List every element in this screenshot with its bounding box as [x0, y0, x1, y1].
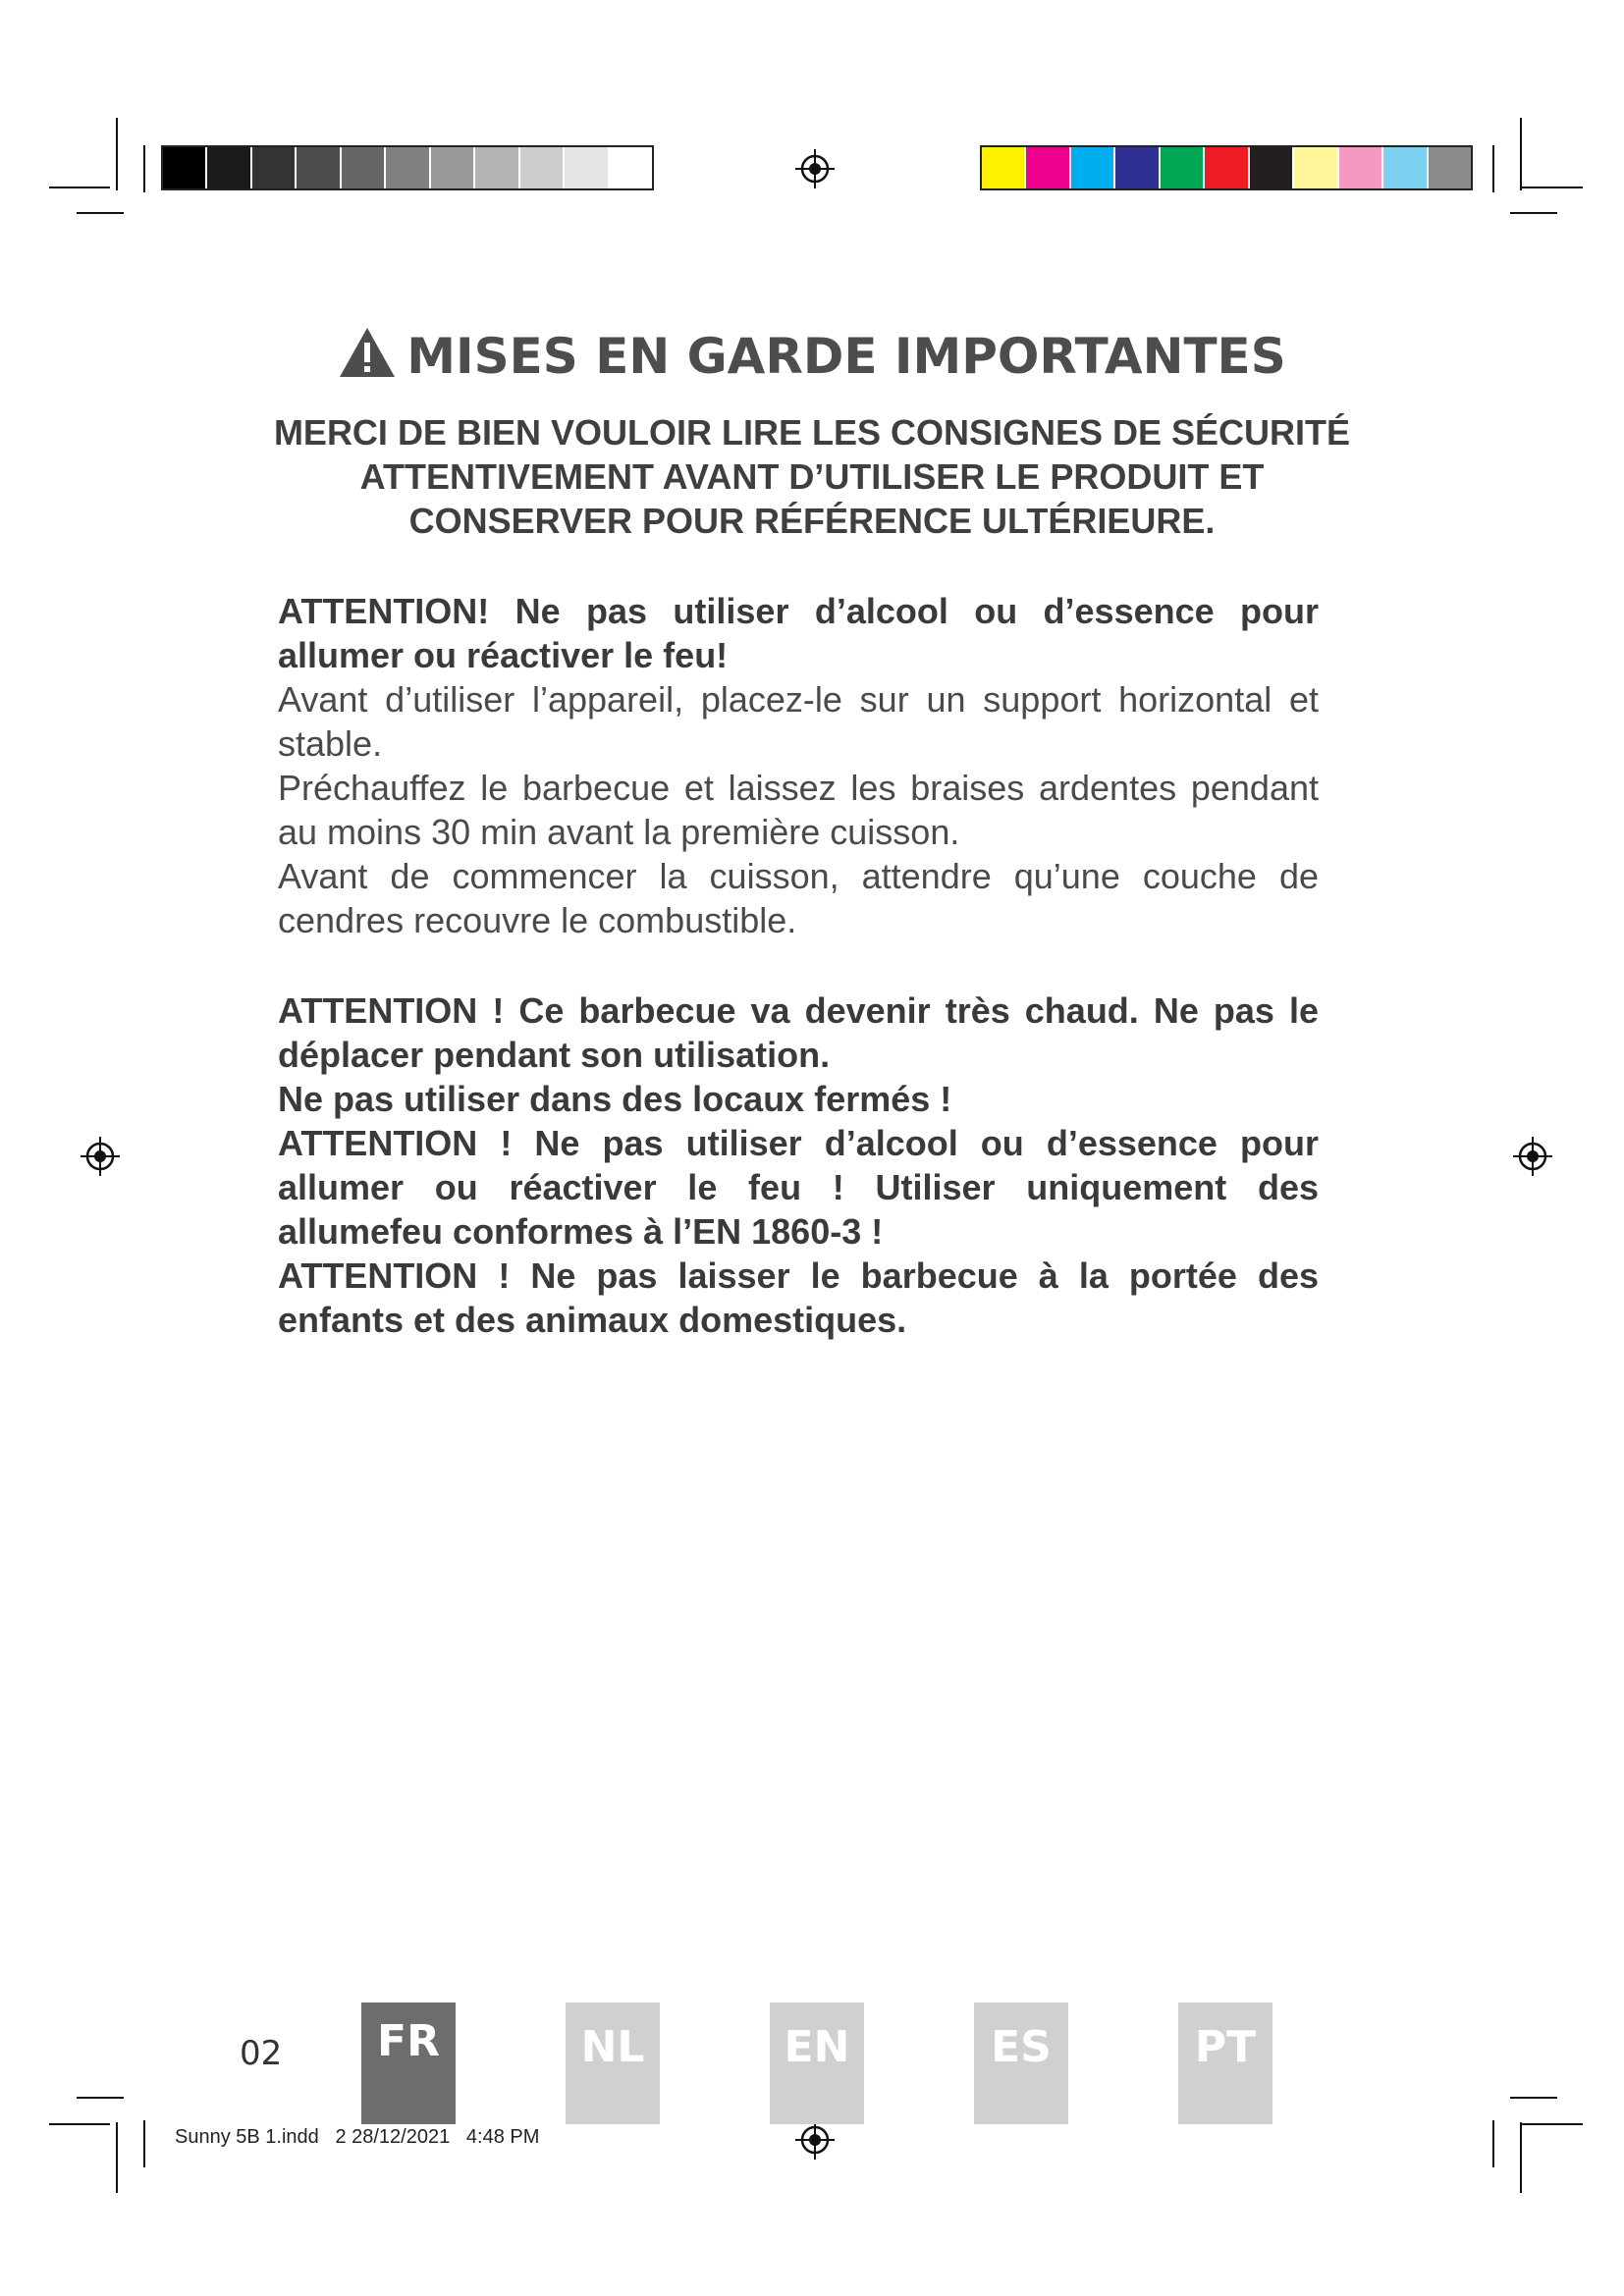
color-swatch	[1161, 147, 1205, 188]
subtitle-line: CONSERVER POUR RÉFÉRENCE ULTÉRIEURE.	[408, 501, 1216, 541]
warning-triangle-icon	[338, 326, 397, 379]
crop-mark	[1522, 187, 1583, 188]
color-swatch	[1026, 147, 1070, 188]
instruction-text: Avant d’utiliser l’appareil, placez-le sur un support horizontal et stable.	[278, 679, 1319, 764]
crop-mark	[143, 145, 145, 192]
crop-mark	[1520, 2122, 1522, 2193]
language-tab-en[interactable]: EN	[770, 2002, 864, 2124]
color-swatch	[342, 147, 386, 188]
color-swatch	[1294, 147, 1338, 188]
crop-mark	[1510, 2097, 1557, 2099]
crop-mark	[143, 2120, 145, 2167]
crop-mark	[1492, 145, 1494, 192]
registration-mark-icon	[795, 2120, 835, 2160]
color-swatch	[475, 147, 519, 188]
crop-mark	[1492, 2120, 1494, 2167]
crop-mark	[49, 187, 110, 188]
color-swatch	[1429, 147, 1471, 188]
crop-mark	[1510, 212, 1557, 214]
instruction-text: Préchauffez le barbecue et laissez les braises ardentes pendant au moins 30 min avant la première cuisson.	[278, 768, 1319, 852]
crop-mark	[49, 2123, 110, 2125]
language-tab-nl[interactable]: NL	[566, 2002, 660, 2124]
color-swatch	[610, 147, 652, 188]
registration-mark-icon	[81, 1137, 120, 1176]
color-swatch	[386, 147, 430, 188]
language-tab-pt[interactable]: PT	[1178, 2002, 1272, 2124]
language-tab-es[interactable]: ES	[974, 2002, 1068, 2124]
color-swatch	[1205, 147, 1249, 188]
crop-mark	[116, 118, 118, 190]
crop-mark	[116, 2122, 118, 2193]
color-swatch	[163, 147, 207, 188]
crop-mark	[1522, 2123, 1583, 2125]
color-swatch	[252, 147, 297, 188]
subtitle	[0, 410, 1624, 543]
registration-mark-icon	[1513, 1137, 1552, 1176]
warning-text: ATTENTION! Ne pas utiliser d’alcool ou d’essence pour allumer ou réactiver le feu!	[278, 591, 1319, 675]
page-title-text: MISES EN GARDE IMPORTANTES	[406, 328, 1286, 385]
color-swatch	[1383, 147, 1428, 188]
subtitle-line: ATTENTIVEMENT AVANT D’UTILISER LE PRODUIT ET	[359, 456, 1265, 497]
warning-text: ATTENTION ! Ce barbecue va devenir très chaud. Ne pas le déplacer pendant son utilisation.	[278, 990, 1319, 1075]
color-swatch	[207, 147, 251, 188]
crop-mark	[77, 2097, 124, 2099]
color-swatch	[1071, 147, 1115, 188]
page-number: 02	[240, 2034, 283, 2073]
subtitle-line: MERCI DE BIEN VOULOIR LIRE LES CONSIGNES DE SÉCURITÉ	[273, 412, 1351, 453]
warning-text: ATTENTION ! Ne pas utiliser d’alcool ou d’essence pour allumer ou réactiver le feu ! Utiliser uniquement des allumefeu conformes à l’EN 1860-3 !	[278, 1123, 1319, 1252]
warning-text: ATTENTION ! Ne pas laisser le barbecue à la portée des enfants et des animaux domestiques.	[278, 1255, 1319, 1340]
instructions-section-1	[278, 589, 1319, 942]
color-swatch	[1115, 147, 1160, 188]
instruction-text: Avant de commencer la cuisson, attendre qu’une couche de cendres recouvre le combustible.	[278, 856, 1319, 940]
language-tab-fr[interactable]: FR	[361, 2002, 456, 2124]
color-swatch	[982, 147, 1026, 188]
color-swatch	[297, 147, 341, 188]
color-swatch	[520, 147, 565, 188]
crop-mark	[1520, 118, 1522, 190]
cmyk-color-bar	[980, 145, 1473, 190]
color-swatch	[1339, 147, 1383, 188]
registration-mark-icon	[795, 149, 835, 188]
instructions-section-2	[278, 988, 1319, 1342]
page-title	[0, 326, 1624, 385]
color-swatch	[565, 147, 609, 188]
grayscale-color-bar	[161, 145, 654, 190]
warning-text: Ne pas utiliser dans des locaux fermés !	[278, 1079, 952, 1119]
color-swatch	[431, 147, 475, 188]
print-slug: Sunny 5B 1.indd 2 28/12/2021 4:48 PM	[175, 2126, 540, 2148]
crop-mark	[77, 212, 124, 214]
color-swatch	[1250, 147, 1294, 188]
